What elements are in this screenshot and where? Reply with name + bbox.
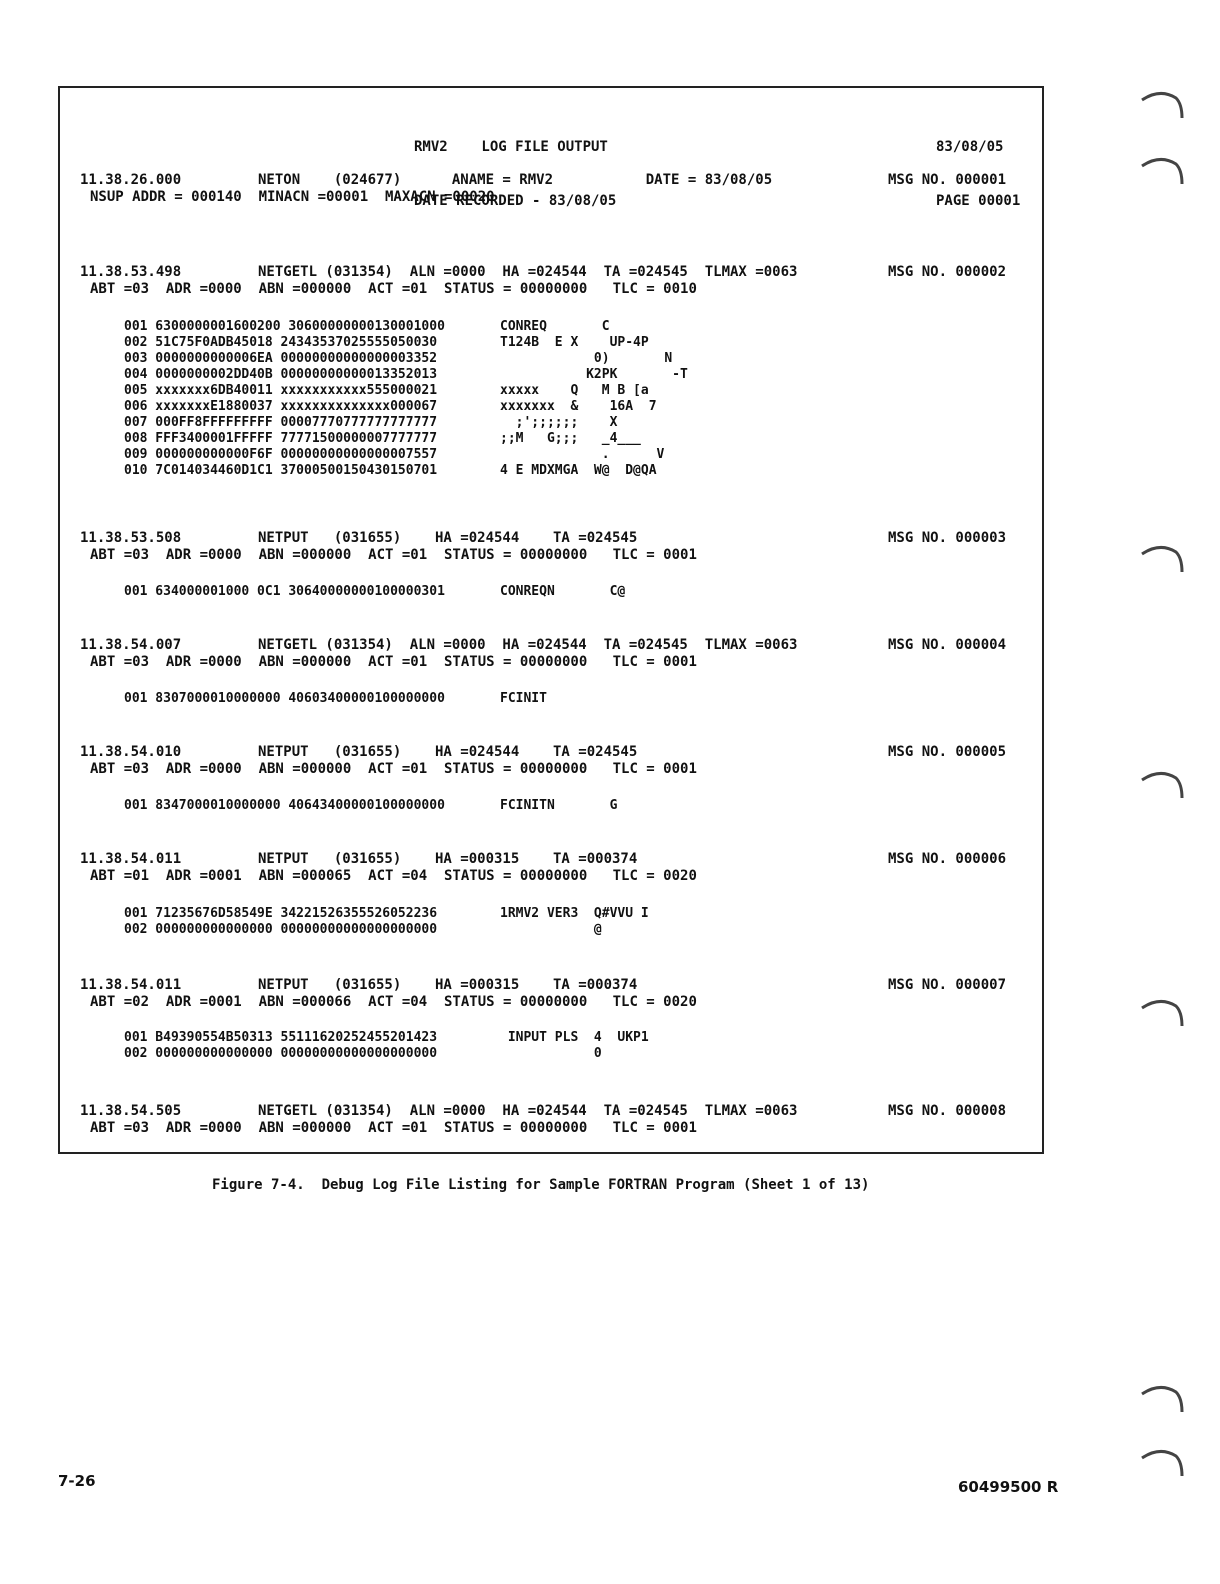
entry-detail: ABT =03 ADR =0000 ABN =000000 ACT =01 STATUS = 00000000 TLC = 0010 [90, 281, 697, 297]
binder-hole-icon [1138, 1444, 1186, 1484]
dump-display: ;;M G;;; _4___ [500, 431, 641, 446]
dump-hex: 001 634000001000 0C1 30640000000100000301 [124, 584, 445, 599]
dump-hex: 003 0000000000006EA 00000000000000003352 [124, 351, 438, 366]
dump-display: K2PK -T [500, 367, 688, 382]
log-entry [80, 530, 1040, 564]
dump-hex: 005 xxxxxxx6DB40011 xxxxxxxxxxx555000021 [124, 383, 438, 398]
dump-hex: 007 000FF8FFFFFFFFF 00007770777777777777 [124, 415, 438, 430]
entry-detail: ABT =03 ADR =0000 ABN =000000 ACT =01 STATUS = 00000000 TLC = 0001 [90, 547, 697, 563]
entry-call: NETPUT (031655) HA =000315 TA =000374 [258, 851, 638, 867]
entry-msg-no: MSG NO. 000001 [888, 172, 1007, 188]
log-entry [80, 172, 1040, 206]
dump-display: ;';;;;;; X [500, 415, 618, 430]
dump-hex: 009 000000000000F6F 00000000000000007557 [124, 447, 438, 462]
binder-hole-icon [1138, 766, 1186, 806]
dump-display: @ [500, 922, 602, 937]
entry-detail: NSUP ADDR = 000140 MINACN =00001 MAXACN =00020 [90, 189, 495, 205]
dump-hex: 001 8347000010000000 40643400000100000000 [124, 798, 445, 813]
entry-call: NETPUT (031655) HA =024544 TA =024545 [258, 530, 638, 546]
entry-msg-no: MSG NO. 000003 [888, 530, 1007, 546]
dump-hex: 002 51C75F0ADB45018 24343537025555050030 [124, 335, 438, 350]
entry-detail: ABT =03 ADR =0000 ABN =000000 ACT =01 STATUS = 00000000 TLC = 0001 [90, 1120, 697, 1136]
dump-hex: 001 71235676D58549E 34221526355526052236 [124, 906, 438, 921]
dump-hex: 002 000000000000000 00000000000000000000 [124, 922, 438, 937]
entry-msg-no: MSG NO. 000005 [888, 744, 1007, 760]
log-title: RMV2 LOG FILE OUTPUT [414, 139, 608, 155]
entry-time: 11.38.26.000 [80, 172, 182, 188]
log-entry [80, 744, 1040, 778]
log-entry [80, 637, 1040, 671]
log-entry [80, 1103, 1040, 1137]
entry-detail: ABT =03 ADR =0000 ABN =000000 ACT =01 STATUS = 00000000 TLC = 0001 [90, 654, 697, 670]
log-header-right [936, 102, 1020, 228]
header-date: 83/08/05 [936, 139, 1004, 155]
dump-display: 1RMV2 VER3 Q#VVU I [500, 906, 649, 921]
date-recorded: DATE RECORDED - 83/08/05 [414, 193, 617, 209]
entry-time: 11.38.53.498 [80, 264, 182, 280]
dump-hex: 010 7C014034460D1C1 37000500150430150701 [124, 463, 438, 478]
log-header-title [414, 102, 616, 228]
entry-detail: ABT =01 ADR =0001 ABN =000065 ACT =04 STATUS = 00000000 TLC = 0020 [90, 868, 697, 884]
dump-display: . V [500, 447, 665, 462]
dump-display: xxxxxxx & 16A 7 [500, 399, 657, 414]
dump-display: FCINITN G [500, 798, 618, 813]
dump-display: FCINIT [500, 691, 547, 706]
dump-hex: 002 000000000000000 00000000000000000000 [124, 1046, 438, 1061]
binder-hole-icon [1138, 994, 1186, 1034]
dump-display: CONREQN C@ [500, 584, 626, 599]
page-number: 7-26 [58, 1472, 96, 1490]
dump-display: INPUT PLS 4 UKP1 [500, 1030, 649, 1045]
dump-display: 4 E MDXMGA W@ D@QA [500, 463, 657, 478]
entry-call: NETPUT (031655) HA =024544 TA =024545 [258, 744, 638, 760]
dump-hex: 006 xxxxxxxE1880037 xxxxxxxxxxxxxx000067 [124, 399, 438, 414]
entry-time: 11.38.54.011 [80, 977, 182, 993]
entry-msg-no: MSG NO. 000006 [888, 851, 1007, 867]
dump-hex: 001 6300000001600200 30600000000130001000 [124, 319, 445, 334]
entry-call: NETGETL (031354) ALN =0000 HA =024544 TA =024545 TLMAX =0063 [258, 1103, 798, 1119]
dump-display: 0) N [500, 351, 673, 366]
entry-msg-no: MSG NO. 000002 [888, 264, 1007, 280]
log-entry [80, 264, 1040, 298]
dump-display: T124B E X UP-4P [500, 335, 649, 350]
log-entry [80, 851, 1040, 885]
entry-time: 11.38.54.011 [80, 851, 182, 867]
dump-hex: 004 0000000002DD40B 00000000000013352013 [124, 367, 438, 382]
entry-call: NETPUT (031655) HA =000315 TA =000374 [258, 977, 638, 993]
entry-call: NETON (024677) ANAME = RMV2 DATE = 83/08/05 [258, 172, 773, 188]
entry-msg-no: MSG NO. 000008 [888, 1103, 1007, 1119]
binder-hole-icon [1138, 540, 1186, 580]
entry-time: 11.38.53.508 [80, 530, 182, 546]
entry-call: NETGETL (031354) ALN =0000 HA =024544 TA =024545 TLMAX =0063 [258, 264, 798, 280]
header-page: PAGE 00001 [936, 193, 1021, 209]
entry-detail: ABT =02 ADR =0001 ABN =000066 ACT =04 STATUS = 00000000 TLC = 0020 [90, 994, 697, 1010]
entry-msg-no: MSG NO. 000007 [888, 977, 1007, 993]
dump-display: CONREQ C [500, 319, 610, 334]
dump-hex: 008 FFF3400001FFFFF 77771500000007777777 [124, 431, 438, 446]
entry-time: 11.38.54.505 [80, 1103, 182, 1119]
dump-display: 0 [500, 1046, 602, 1061]
entry-time: 11.38.54.010 [80, 744, 182, 760]
entry-time: 11.38.54.007 [80, 637, 182, 653]
binder-hole-icon [1138, 86, 1186, 126]
document-number: 60499500 R [958, 1478, 1059, 1496]
dump-hex: 001 B49390554B50313 55111620252455201423 [124, 1030, 438, 1045]
dump-display: xxxxx Q M B [a [500, 383, 649, 398]
binder-hole-icon [1138, 1380, 1186, 1420]
figure-caption: Figure 7-4. Debug Log File Listing for Sample FORTRAN Program (Sheet 1 of 13) [212, 1177, 870, 1193]
binder-hole-icon [1138, 152, 1186, 192]
dump-hex: 001 8307000010000000 40603400000100000000 [124, 691, 445, 706]
entry-msg-no: MSG NO. 000004 [888, 637, 1007, 653]
entry-detail: ABT =03 ADR =0000 ABN =000000 ACT =01 STATUS = 00000000 TLC = 0001 [90, 761, 697, 777]
log-entry [80, 977, 1040, 1011]
entry-call: NETGETL (031354) ALN =0000 HA =024544 TA =024545 TLMAX =0063 [258, 637, 798, 653]
